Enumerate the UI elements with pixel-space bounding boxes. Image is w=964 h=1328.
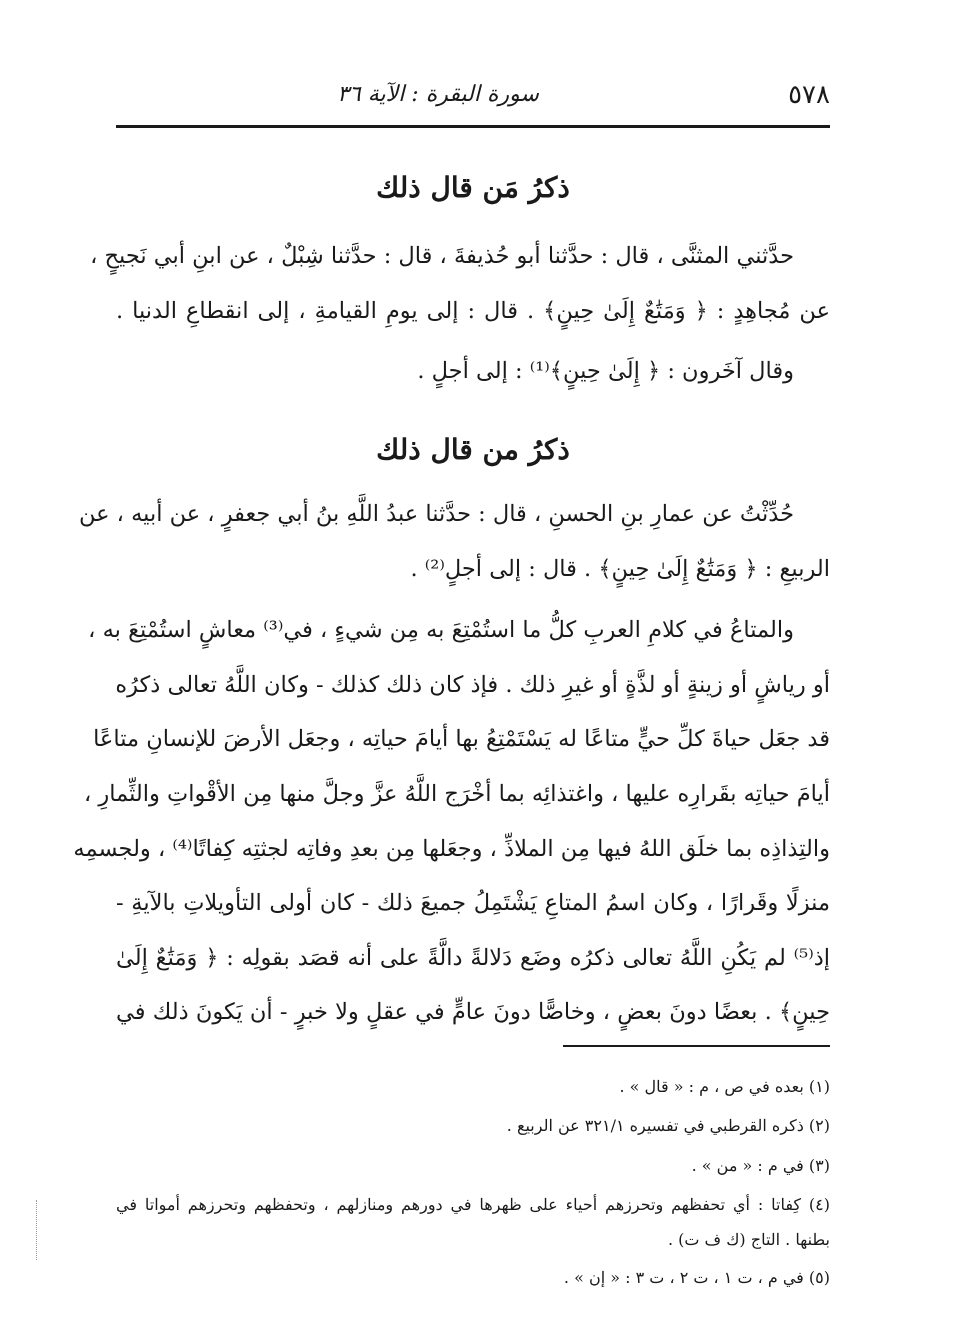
text-line: الربيعِ : ﴿ وَمَتَٰعٌ إِلَىٰ حِينٍ﴾ . قال : إلى أجلٍ⁽²⁾ .: [410, 556, 830, 582]
footnote-continuation: بطنها . التاج (ك ف ت) .: [667, 1230, 830, 1249]
text-line: والتِذاذِه بما خلَق اللهُ فيها مِن الملاذِّ ، وجعَلها مِن بعدِ وفاتِه لجثتِه كِفاتًا⁽⁴⁾ ، ولجسمِه: [73, 836, 830, 862]
page-header: [116, 78, 830, 112]
text-line: وقال آخَرون : ﴿ إِلَىٰ حِينٍ﴾⁽¹⁾ : إلى أجلٍ .: [417, 358, 794, 384]
text-line: حدَّثني المثنَّى ، قال : حدَّثنا أبو حُذيفةَ ، قال : حدَّثنا شِبْلٌ ، عن ابنِ أبي نَجيحٍ ،: [90, 243, 794, 269]
footnote: (١) بعده في ص ، م : « قال » .: [619, 1077, 830, 1096]
margin-mark: [36, 1200, 39, 1260]
header-rule: [116, 125, 830, 128]
footnote: (٥) في م ، ت ١ ، ت ٢ ، ت ٣ : « إن » .: [563, 1268, 830, 1287]
footnote: (٣) في م : « من » .: [691, 1156, 830, 1175]
text-line: إذ⁽⁵⁾ لم يَكُنِ اللَّهُ تعالى ذكرُه وضَع دَلالةً دالَّةً على أنه قصَد بقولِه : ﴿ وَمَتَٰعٌ إِلَىٰ: [116, 945, 830, 971]
section-heading: ذكرُ من قال ذلك: [376, 433, 570, 466]
text-line: منزلًا وقَرارًا ، وكان اسمُ المتاعِ يَشْتَمِلُ جميعَ ذلك - كان أولى التأويلاتِ بالآيةِ -: [116, 890, 830, 916]
text-line: عن مُجاهِدٍ : ﴿ وَمَتَٰعٌ إِلَىٰ حِينٍ﴾ . قال : إلى يومِ القيامةِ ، إلى انقطاعِ الدنيا .: [116, 298, 830, 324]
text-line: حُدِّثْتُ عن عمارِ بنِ الحسنِ ، قال : حدَّثنا عبدُ اللَّهِ بنُ أبي جعفرٍ ، عن أبيه ، عن: [78, 501, 794, 527]
footnote: (٢) ذكره القرطبي في تفسيره ٣٢١/١ عن الربيع .: [506, 1116, 830, 1135]
footnote-rule: [563, 1045, 830, 1047]
text-line: قد جعَل حياةَ كلِّ حيٍّ متاعًا له يَسْتَمْتِعُ بها أيامَ حياتِه ، وجعَل الأرضَ للإنسانِ متاعًا: [93, 726, 830, 752]
section-heading: ذكرُ مَن قال ذلك: [376, 171, 570, 204]
text-line: حِينٍ﴾ . بعضًا دونَ بعضٍ ، وخاصًّا دونَ عامٍّ في عقلٍ ولا خبرٍ - أن يَكونَ ذلك في: [116, 999, 830, 1025]
footnote: (٤) كِفاتا : أي تحفظهم وتحرزهم أحياء على ظهرها في دورهم ومنازلهم ، وتحفظهم وتحرزهم أمواتا في: [116, 1195, 830, 1214]
text-line: أو رياشٍ أو زينةٍ أو لذَّةٍ أو غيرِ ذلك . فإذ كان ذلك كذلك - وكان اللَّهُ تعالى ذكرُه: [115, 672, 830, 698]
text-line: أيامَ حياتِه بقَرارِه عليها ، واغتذائِه بما أخْرَج اللَّهُ عزَّ وجلَّ منها مِن الأقْواتِ والثِّمارِ ،: [83, 781, 830, 807]
page-number: ٥٧٨: [788, 80, 830, 110]
running-title: سورة البقرة : الآية ٣٦: [337, 82, 539, 107]
text-line: والمتاعُ في كلامِ العربِ كلُّ ما استُمْتِعَ به مِن شيءٍ ، في⁽³⁾ معاشٍ استُمْتِعَ به ،: [88, 617, 794, 643]
